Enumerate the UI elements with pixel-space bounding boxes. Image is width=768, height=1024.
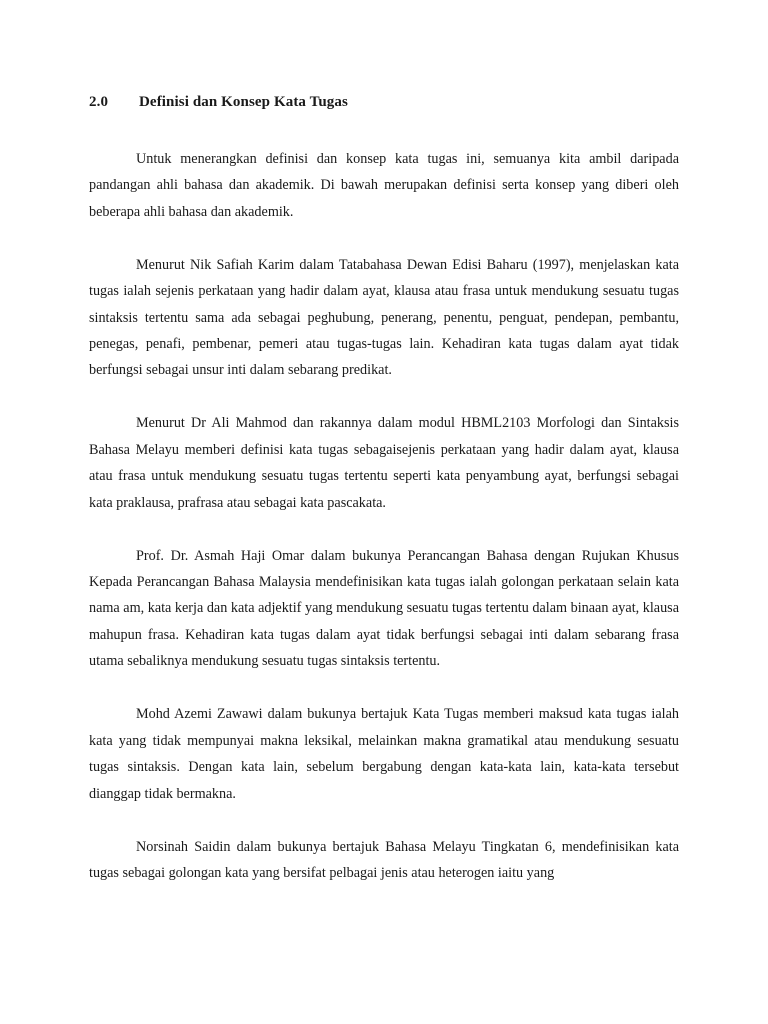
section-title: Definisi dan Konsep Kata Tugas [139,94,348,110]
paragraph-ali-mahmod: Menurut Dr Ali Mahmod dan rakannya dalam modul HBML2103 Morfologi dan Sintaksis Bahasa Melayu memberi definisi kata tugas sebagaisejenis perkataan yang hadir dalam ayat, klausa atau frasa untuk mendukung sesuatu tugas tertentu seperti kata penyambung ayat, berfungsi sebagai kata praklausa, prafrasa atau sebagai kata pascakata. [89,415,679,511]
paragraph-azemi-zawawi: Mohd Azemi Zawawi dalam bukunya bertajuk Kata Tugas memberi maksud kata tugas ialah kata yang tidak mempunyai makna leksikal, melainkan makna gramatikal atau mendukung sesuatu tugas sintaksis. Dengan kata lain, sebelum bergabung dengan kata-kata lain, kata-kata tersebut dianggap tidak bermakna. [89,706,679,802]
section-heading [89,94,348,111]
body-text [89,146,679,886]
section-number: 2.0 [89,94,109,110]
paragraph-intro: Untuk menerangkan definisi dan konsep kata tugas ini, semuanya kita ambil daripada pandangan ahli bahasa dan akademik. Di bawah merupakan definisi serta konsep yang diberi oleh beberapa ahli bahasa dan akademik. [89,151,679,220]
paragraph-norsinah-saidin: Norsinah Saidin dalam bukunya bertajuk Bahasa Melayu Tingkatan 6, mendefinisikan kata tugas sebagai golongan kata yang bersifat pelbagai jenis atau heterogen iaitu yang [89,838,679,881]
paragraph-asmah-omar: Prof. Dr. Asmah Haji Omar dalam bukunya Perancangan Bahasa dengan Rujukan Khusus Kepada Perancangan Bahasa Malaysia mendefinisikan kata tugas ialah golongan perkataan selain kata nama am, kata kerja dan kata adjektif yang mendukung sesuatu tugas tertentu dalam binaan ayat, klausa mahupun frasa. Kehadiran kata tugas dalam ayat tidak berfungsi sebagai inti dalam sebarang frasa utama sebaliknya mendukung sesuatu tugas sintaksis tertentu. [89,547,679,670]
paragraph-nik-safiah: Menurut Nik Safiah Karim dalam Tatabahasa Dewan Edisi Baharu (1997), menjelaskan kata tugas ialah sejenis perkataan yang hadir dalam ayat, klausa atau frasa untuk mendukung sesuatu tugas sintaksis tertentu sama ada sebagai peghubung, penerang, penentu, penguat, pendepan, pembantu, penegas, penafi, pembenar, pemeri atau tugas-tugas lain. Kehadiran kata tugas dalam ayat tidak berfungsi sebagai unsur inti dalam sebarang predikat. [89,256,679,379]
